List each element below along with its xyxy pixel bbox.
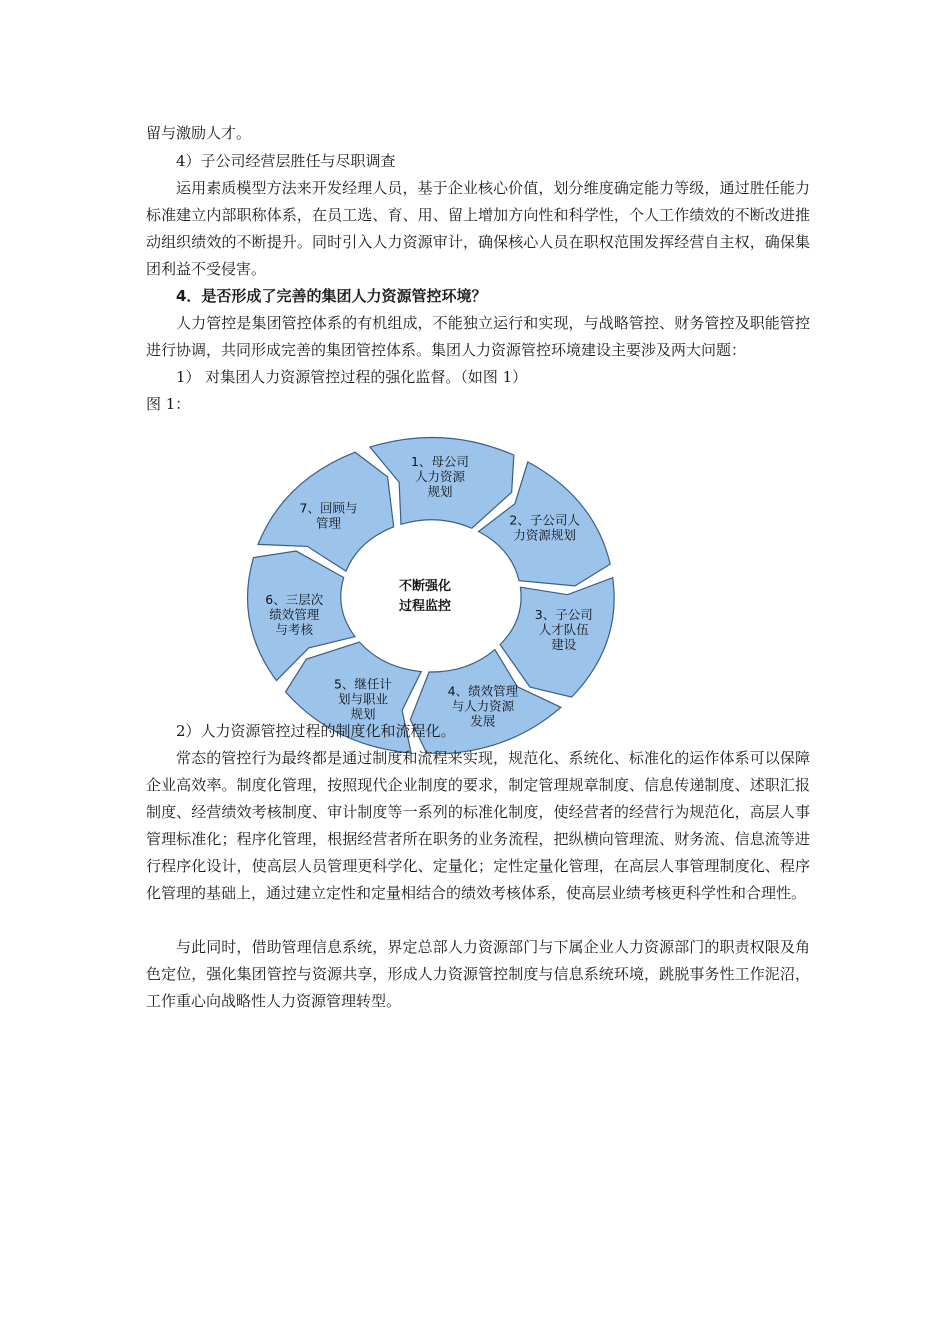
paragraph: 留与激励人才。 [146,124,252,142]
list-item-1: 1） 对集团人力资源管控过程的强化监督。（如图 1） [176,368,528,386]
cycle-step-label: 7、回顾与管理 [299,500,358,531]
paragraph: 人力管控是集团管控体系的有机组成，不能独立运行和实现，与战略管控、财务管控及职能管控进行协调，共同形成完善的集团管控体系。集团人力资源管控环境建设主要涉及两大问题： [146,314,810,359]
paragraph: 与此同时，借助管理信息系统，界定总部人力资源部门与下属企业人力资源部门的职责权限及角色定位，强化集团管控与资源共享，形成人力资源管控制度与信息系统环境，跳脱事务性工作泥沼，工作重心向战略性人力资源管理转型。 [146,938,810,1010]
cycle-step-label: 1、母公司人力资源规划 [410,454,469,500]
cycle-step-label: 4、绩效管理与人力资源发展 [447,683,519,729]
cycle-step-label: 6、三层次绩效管理与考核 [265,591,324,637]
subheading-4: 4）子公司经营层胜任与尽职调查 [176,152,396,170]
cycle-diagram [230,418,632,754]
paragraph: 运用素质模型方法来开发经理人员，基于企业核心价值，划分维度确定能力等级，通过胜任能力标准建立内部职称体系，在员工选、育、用、留上增加方向性和科学性，个人工作绩效的不断改进推动组织绩效的不断提升。同时引入人力资源审计，确保核心人员在职权范围发挥经营自主权，确保集团利益不受侵害。 [146,179,810,278]
cycle-step-label: 2、子公司人力资源规划 [509,512,580,543]
figure-caption: 图 1： [146,395,191,413]
cycle-step-label: 5、继任计划与职业规划 [333,676,392,722]
section-heading: 4．是否形成了完善的集团人力资源管控环境？ [176,287,487,305]
cycle-step-label: 3、子公司人才队伍建设 [534,606,593,652]
center-label: 不断强化过程监控 [398,579,452,614]
list-item-2: 2）人力资源管控过程的制度化和流程化。 [176,722,456,740]
cycle-diagram-svg [230,418,632,754]
paragraph: 常态的管控行为最终都是通过制度和流程来实现，规范化、系统化、标准化的运作体系可以保障企业高效率。制度化管理，按照现代企业制度的要求，制定管理规章制度、信息传递制度、述职汇报制度、经营绩效考核制度、审计制度等一系列的标准化制度，使经营者的经营行为规范化，高层人事管理标准化；程序化管理，根据经营者所在职务的业务流程，把纵横向管理流、财务流、信息流等进行程序化设计，使高层人员管理更科学化、定量化；定性定量化管理，在高层人事管理制度化、程序化管理的基础上，通过建立定性和定量相结合的绩效考核体系，使高层业绩考核更科学性和合理性。 [146,749,810,902]
